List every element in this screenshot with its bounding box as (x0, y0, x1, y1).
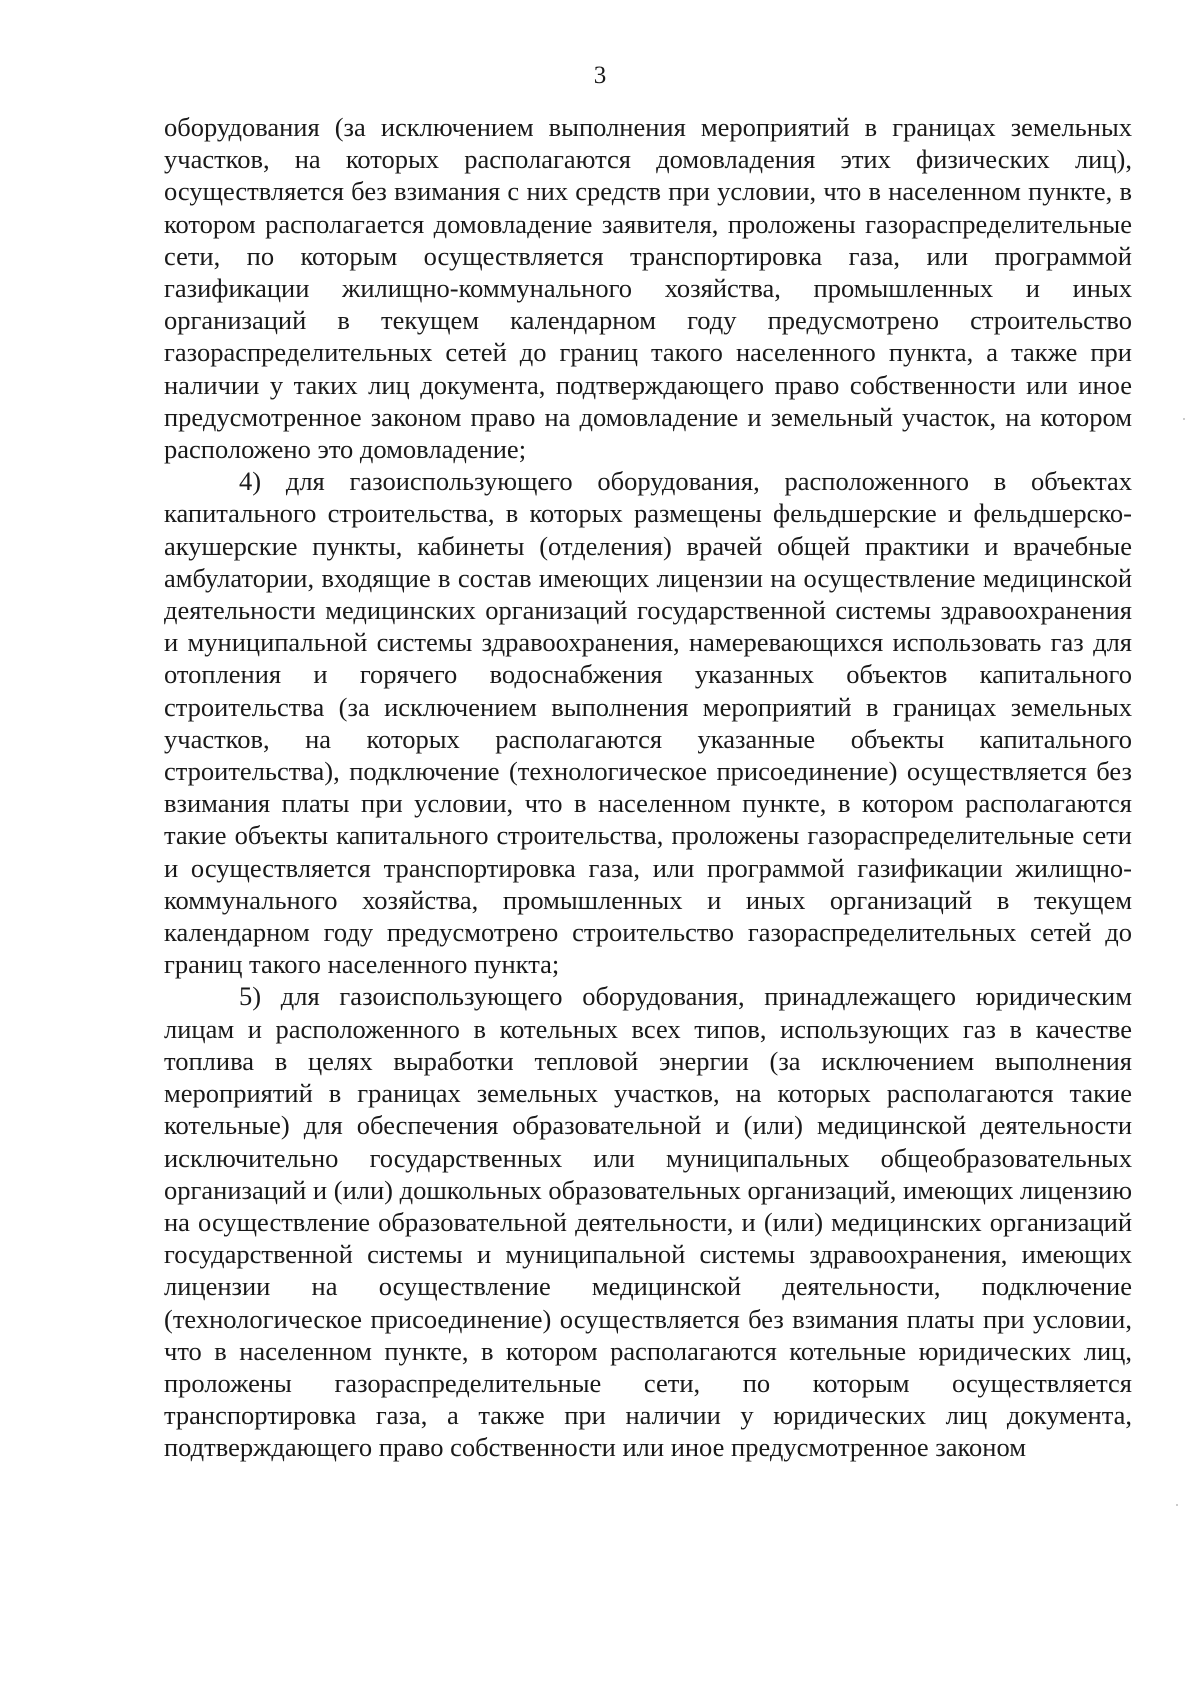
paragraph-item-5: 5) для газоиспользующего оборудования, принадлежащего юридическим лицам и расположенного в котельных всех типов, использующих газ в качестве топлива в целях выработки тепловой энергии (за исключением выполнения мероприятий в границах земельных участков, на которых располагаются такие котельные) для обеспечения образовательной и (или) медицинской деятельности исключительно государственных или муниципальных общеобразовательных организаций и (или) дошкольных образовательных организаций, имеющих лицензию на осуществление образовательной деятельности, и (или) медицинских организаций государственной системы и муниципальной системы здравоохранения, имеющих лицензии на осуществление медицинской деятельности, подключение (технологическое присоединение) осуществляется без взимания платы при условии, что в населенном пункте, в котором располагаются котельные юридических лиц, проложены газораспределительные сети, по которым осуществляется транспортировка газа, а также при наличии у юридических лиц документа, подтверждающего право собственности или иное предусмотренное законом (164, 981, 1132, 1463)
paragraph-continuation: оборудования (за исключением выполнения мероприятий в границах земельных участков, на которых располагаются домовладения этих физических лиц), осуществляется без взимания с них средств при условии, что в населенном пункте, в котором располагается домовладение заявителя, проложены газораспределительные сети, по которым осуществляется транспортировка газа, или программой газификации жилищно-коммунального хозяйства, промышленных и иных организаций в текущем календарном году предусмотрено строительство газораспределительных сетей до границ такого населенного пункта, а также при наличии у таких лиц документа, подтверждающего право собственности или иное предусмотренное законом право на домовладение и земельный участок, на котором расположено это домовладение; (164, 112, 1132, 465)
scan-speck (1183, 418, 1185, 420)
scan-speck (1176, 1504, 1178, 1506)
paragraph-item-4: 4) для газоиспользующего оборудования, расположенного в объектах капитального строительства, в которых размещены фельдшерские и фельдшерско-акушерские пункты, кабинеты (отделения) врачей общей практики и врачебные амбулатории, входящие в состав имеющих лицензии на осуществление медицинской деятельности медицинских организаций государственной системы здравоохранения и муниципальной системы здравоохранения, намеревающихся использовать газ для отопления и горячего водоснабжения указанных объектов капитального строительства (за исключением выполнения мероприятий в границах земельных участков, на которых располагаются указанные объекты капитального строительства), подключение (технологическое присоединение) осуществляется без взимания платы при условии, что в населенном пункте, в котором располагаются такие объекты капитального строительства, проложены газораспределительные сети и осуществляется транспортировка газа, или программой газификации жилищно-коммунального хозяйства, промышленных и иных организаций в текущем календарном году предусмотрено строительство газораспределительных сетей до границ такого населенного пункта; (164, 466, 1132, 980)
document-body (164, 111, 1132, 1464)
page-number: 3 (593, 62, 607, 89)
